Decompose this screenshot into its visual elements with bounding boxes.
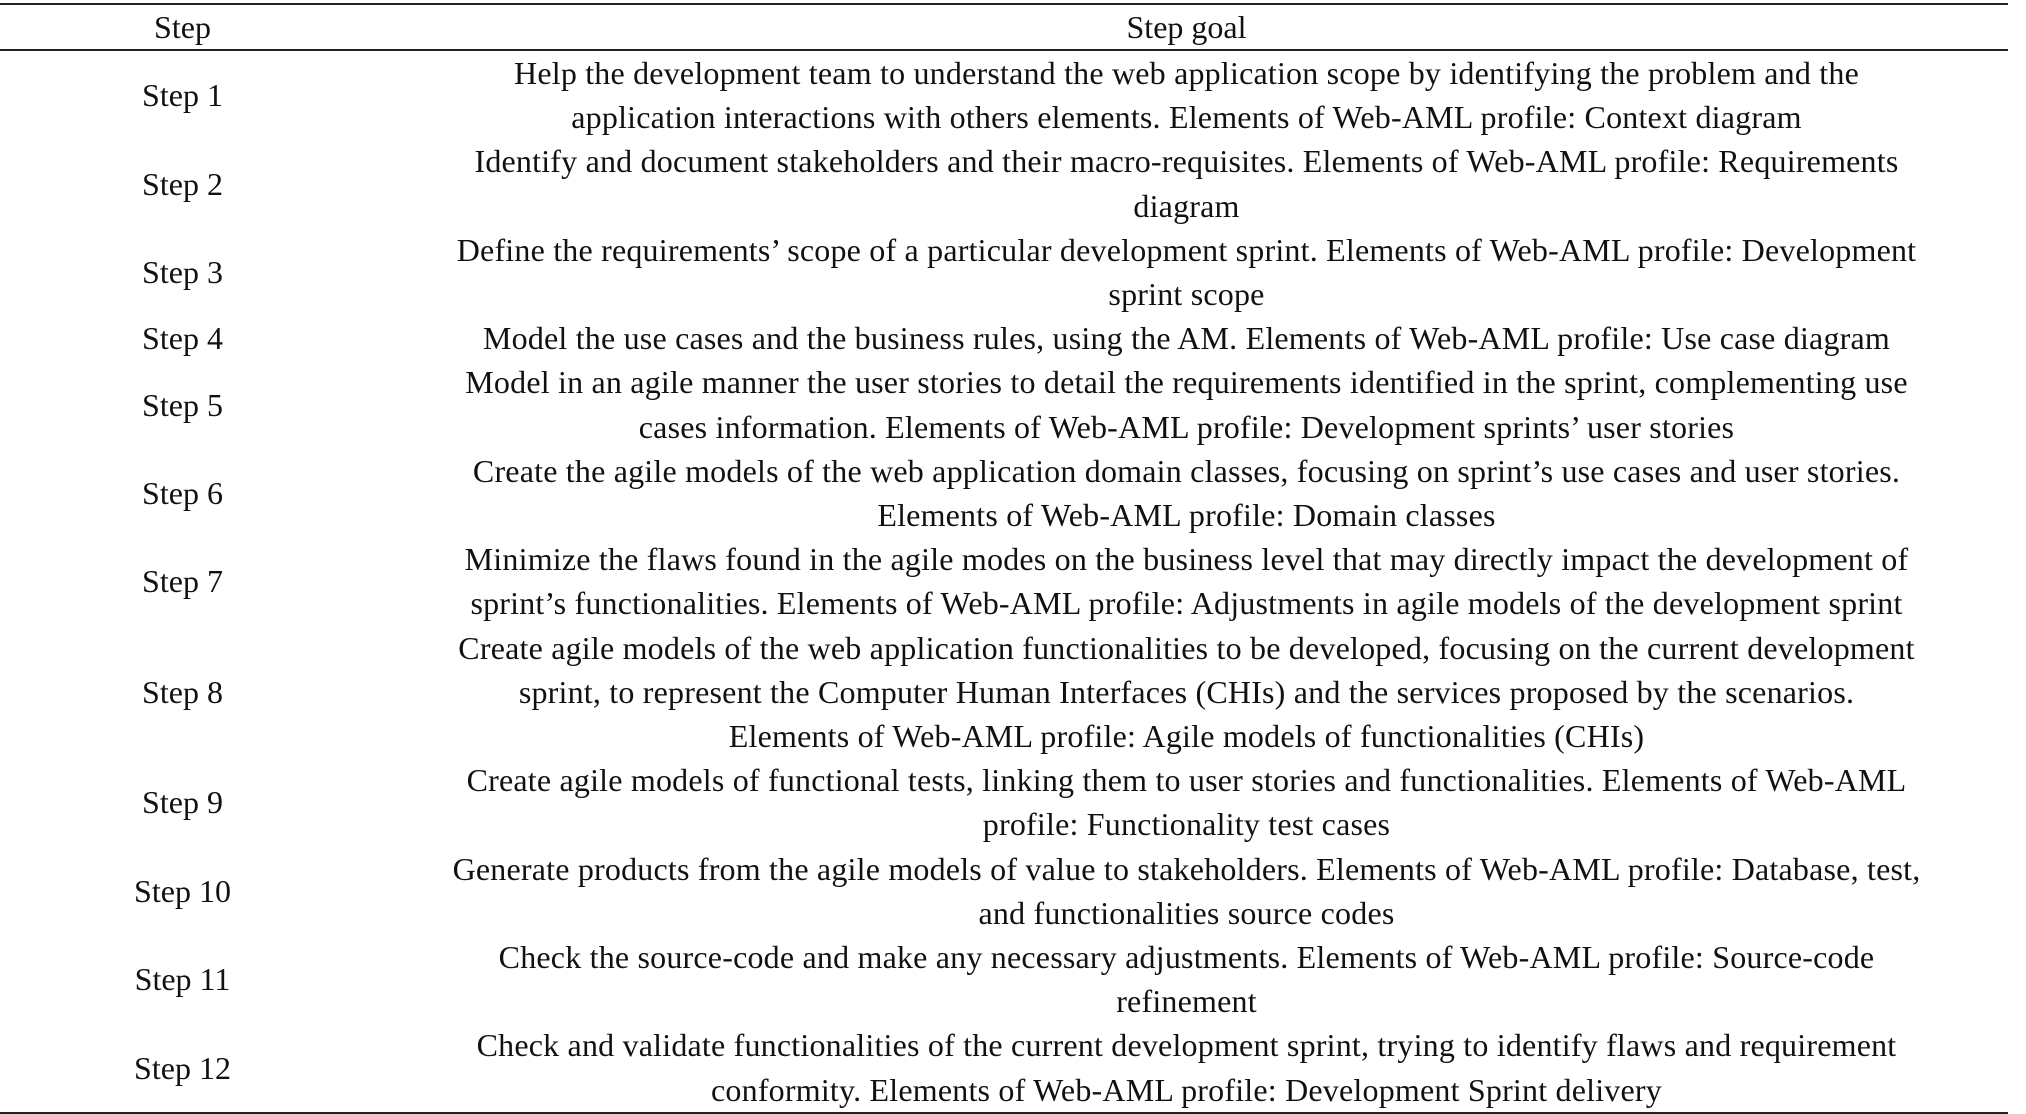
step-goal <box>365 360 2008 448</box>
step-label: Step 5 <box>142 386 223 423</box>
step-goal-line: conformity. Elements of Web-AML profile: Development Sprint delivery <box>711 1071 1662 1108</box>
step-goal-line: and functionalities source codes <box>978 894 1395 931</box>
table-row <box>0 758 2008 846</box>
step-goal-line: Create the agile models of the web application domain classes, focusing on sprint’s use cases and user stories. <box>472 452 1901 489</box>
step-label: Step 4 <box>142 320 223 357</box>
step-goal <box>365 758 2008 846</box>
step-goal <box>365 847 2008 935</box>
step-goal <box>365 228 2008 316</box>
step-label: Step 11 <box>134 961 231 998</box>
table-row <box>0 316 2008 360</box>
table-header <box>0 5 2008 51</box>
step-goal-line: Check and validate functionalities of the current development sprint, trying to identify flaws and requirement <box>476 1027 1897 1064</box>
table-row <box>0 935 2008 1023</box>
step-goal-line: diagram <box>1133 187 1240 224</box>
step-goal-line: refinement <box>1116 983 1257 1020</box>
step-label: Step 7 <box>142 563 223 600</box>
step-label: Step 8 <box>142 673 223 710</box>
table-row <box>0 139 2008 227</box>
step-goal-line: Create agile models of the web application functionalities to be developed, focusing on the current development <box>458 629 1915 666</box>
step-goal <box>365 935 2008 1023</box>
step-goal-line: Model in an agile manner the user stories to detail the requirements identified in the sprint, complementing use <box>465 364 1908 401</box>
table-row <box>0 1023 2008 1111</box>
table-row <box>0 51 2008 139</box>
table-row <box>0 360 2008 448</box>
step-goal-line: Check the source-code and make any necessary adjustments. Elements of Web-AML profile: Source-code <box>498 939 1875 976</box>
step-goal-line: Generate products from the agile models of value to stakeholders. Elements of Web-AML profile: Database, test, <box>452 850 1921 887</box>
step-label: Step 10 <box>134 872 231 909</box>
step-goal <box>365 51 2008 139</box>
step-goal-line: sprint scope <box>1108 276 1265 313</box>
step-goal <box>365 1023 2008 1111</box>
step-goal <box>365 537 2008 625</box>
step-label: Step 9 <box>142 784 223 821</box>
step-goal <box>365 139 2008 227</box>
step-goal-line: Elements of Web-AML profile: Domain classes <box>877 497 1496 534</box>
step-goal-line: cases information. Elements of Web-AML profile: Development sprints’ user stories <box>638 408 1735 445</box>
table-row <box>0 537 2008 625</box>
table-row <box>0 626 2008 759</box>
step-label: Step 2 <box>142 165 223 202</box>
step-goal-line: sprint, to represent the Computer Human Interfaces (CHIs) and the services proposed by the scenarios. <box>518 673 1855 710</box>
step-label: Step 3 <box>142 254 223 291</box>
step-goal-line: Define the requirements’ scope of a particular development sprint. Elements of Web-AML profile: Development <box>456 231 1917 268</box>
table-row <box>0 449 2008 537</box>
step-label: Step 1 <box>142 77 223 114</box>
step-goal-line: Identify and document stakeholders and their macro-requisites. Elements of Web-AML profile: Requirements <box>474 143 1899 180</box>
header-step: Step <box>154 9 211 45</box>
step-goal <box>365 316 2008 360</box>
table-body <box>0 51 2008 1112</box>
step-goal <box>365 449 2008 537</box>
header-step-goal: Step goal <box>1126 9 1247 45</box>
step-label: Step 6 <box>142 475 223 512</box>
step-goal-line: Help the development team to understand the web application scope by identifying the problem and the <box>514 55 1859 91</box>
steps-table <box>0 3 2008 1114</box>
step-goal-line: Elements of Web-AML profile: Agile models of functionalities (CHIs) <box>728 718 1645 755</box>
step-goal-line: sprint’s functionalities. Elements of Web-AML profile: Adjustments in agile models of the development sprint <box>470 585 1903 622</box>
step-goal <box>365 626 2008 759</box>
table-row <box>0 228 2008 316</box>
step-goal-line: application interactions with others elements. Elements of Web-AML profile: Context diagram <box>571 99 1802 136</box>
step-label: Step 12 <box>134 1049 231 1086</box>
step-goal-line: Minimize the flaws found in the agile modes on the business level that may directly impact the development of <box>464 541 1909 578</box>
step-goal-line: Create agile models of functional tests, linking them to user stories and functionalities. Elements of Web-AML <box>466 762 1907 799</box>
step-goal-line: profile: Functionality test cases <box>982 806 1391 843</box>
step-goal-line: Model the use cases and the business rules, using the AM. Elements of Web-AML profile: Use case diagram <box>482 320 1891 357</box>
table-row <box>0 847 2008 935</box>
